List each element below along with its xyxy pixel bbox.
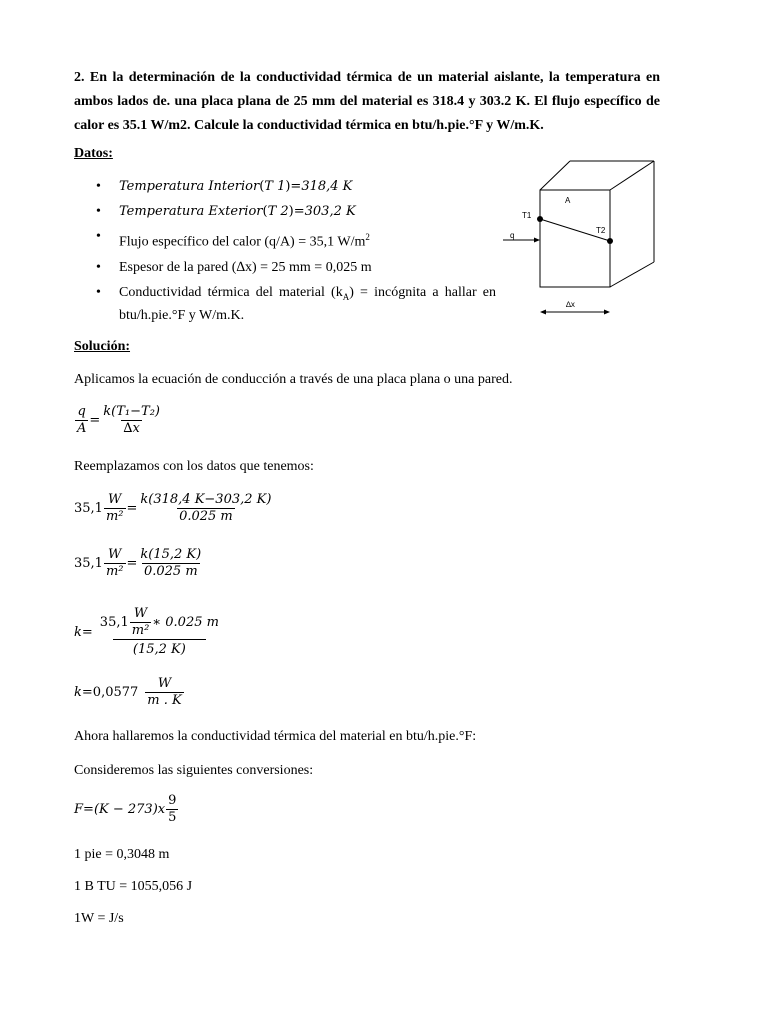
equation-conduction: $\frac{q}{A}$ = $\frac{\text{k(T₁−T₂)}}{\Delta x}$ <box>77 404 160 436</box>
label-t1: T1 <box>522 211 532 220</box>
equation-substitution: 35,1 $\frac{W}{\text{m²}}$ = $\frac{k(318,4 K-303,2 K)}{0.025 m}$ <box>74 492 272 524</box>
label-q: q <box>510 231 515 240</box>
label-dx: ∆x <box>566 300 575 309</box>
dx-arrow-head-left <box>540 310 546 315</box>
datos-item-espesor: • Espesor de la pared (∆x) = 25 mm = 0,025 m <box>96 258 496 278</box>
intro-text: Aplicamos la ecuación de conducción a través de una placa plana o una pared. <box>74 372 513 387</box>
datos-item-t2: • Temperatura Exterior(T 2)=303,2 K <box>96 202 496 222</box>
t2-point <box>607 238 613 244</box>
wall-diagram <box>500 160 660 320</box>
conversion-pie: 1 pie = 0,3048 m <box>74 847 170 862</box>
solucion-heading: Solución: <box>74 339 131 354</box>
datos-item-flujo: • Flujo específico del calor (q/A) = 35,1 $W/m^2$ <box>96 227 496 253</box>
q-arrow-head <box>534 238 540 243</box>
dx-arrow-head-right <box>604 310 610 315</box>
equation-result-k: k = 0,0577 $\frac{W}{m . K}$ <box>74 676 182 708</box>
label-t2: T2 <box>596 226 606 235</box>
conversion-btu: 1 B TU = 1055,056 J <box>74 879 193 894</box>
conversions-text: Consideremos las siguientes conversiones: <box>74 763 314 778</box>
problem-statement <box>74 66 660 138</box>
problem-number: 2. <box>74 70 85 85</box>
datos-heading: Datos: <box>74 146 113 161</box>
datos-item-conductividad: • Conductividad térmica del material $(k_A)$ = incógnita a hallar en btu/h.pie.°F y W/m.K. <box>96 283 496 327</box>
conversion-watt: 1W = J/s <box>74 911 124 926</box>
equation-solve-k: k = 35,1 $\frac{W}{\text{m²}}$ ∗ 0.025 m (15,2 K) <box>74 606 219 657</box>
datos-item-t1: • Temperatura Interior(T 1)=318,4 K <box>96 177 496 197</box>
replace-text: Reemplazamos con los datos que tenemos: <box>74 459 314 474</box>
equation-simplified: 35,1 $\frac{W}{\text{m²}}$ = $\frac{k(15,2 K)}{0.025 m}$ <box>74 547 202 579</box>
label-a: A <box>565 196 571 205</box>
equation-fahrenheit: F = (K − 273)x $\frac{9}{5}$ <box>74 793 177 825</box>
datos-list <box>96 177 496 331</box>
problem-text: En la determinación de la conductividad térmica de un material aislante, la temperatura en ambos lados de. una placa plana de 25 mm del material es 318.4 y 303.2 K. El flujo específico de calor es 35.1 W/m2. Calcule la conductividad térmica en btu/h.pie.°F y W/m.K. <box>74 70 660 133</box>
next-text: Ahora hallaremos la conductividad térmica del material en btu/h.pie.°F: <box>74 729 477 744</box>
t1-point <box>537 216 543 222</box>
